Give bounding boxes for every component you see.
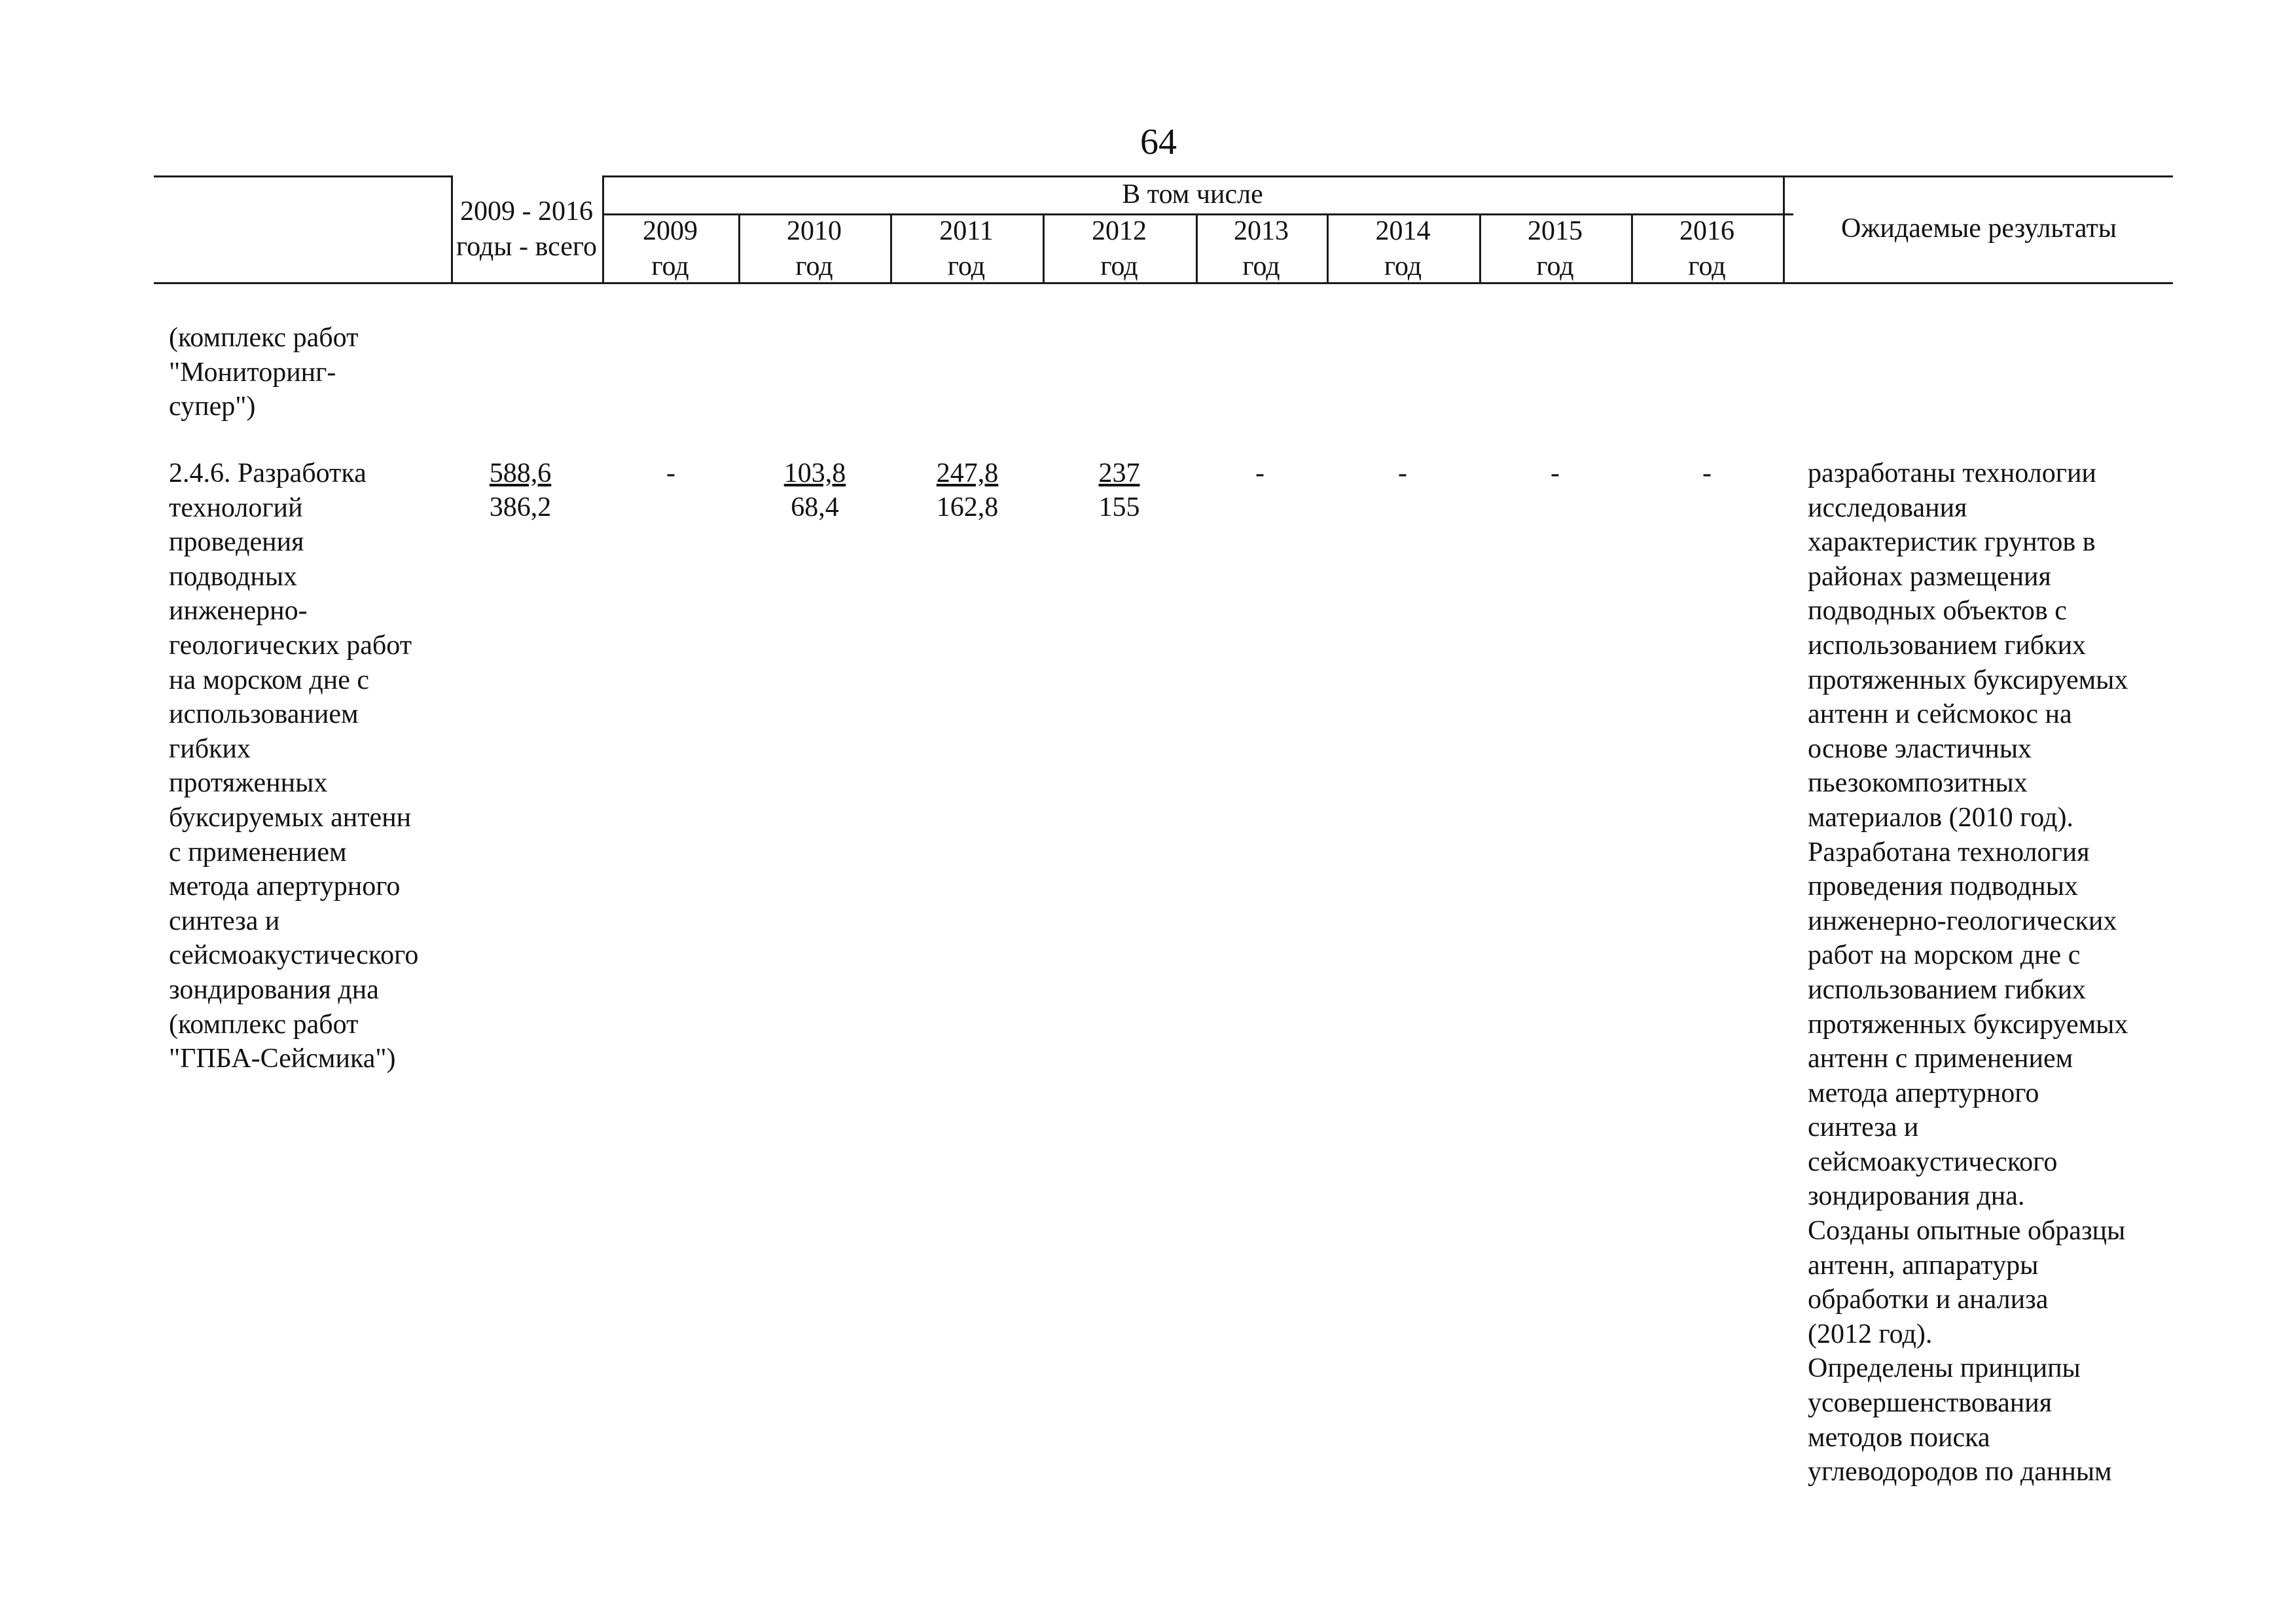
results-column-header: Ожидаемые результаты [1841,213,2117,244]
row-name: 2.4.6. Разработка технологий проведения подводных инженерно- геологических работ на морском дне с использованием гибких протяженных буксируемых антенн с применением метода апертурного синтеза и сейсмоакустического зондирования дна (комплекс работ "ГПБА-Сейсмика") [169,458,419,1074]
year-header-2014: 2014 год [1375,216,1431,282]
year-header-2010: 2010 год [787,216,842,282]
value-2011-top: 247,8 [936,458,999,488]
value-2012-top: 237 [1098,458,1140,488]
value-2014: - [1398,458,1407,488]
year-header-2012: 2012 год [1092,216,1147,282]
total-bottom-value: 386,2 [489,492,552,522]
group-header: В том числе [1122,179,1263,210]
year-header-2013: 2013 год [1234,216,1289,282]
value-2011-bottom: 162,8 [936,492,999,522]
value-2010-top: 103,8 [783,458,846,488]
year-header-2009: 2009 год [643,216,698,282]
continuation-text: (комплекс работ "Мониторинг- супер") [169,323,359,422]
value-2010-bottom: 68,4 [791,492,839,522]
value-2012-bottom: 155 [1098,492,1140,522]
year-header-2011: 2011 год [939,216,994,282]
year-header-2016: 2016 год [1679,216,1734,282]
year-header-2015: 2015 год [1528,216,1583,282]
total-column-header-line2: годы - всего [456,232,598,262]
total-column-header [451,194,602,264]
total-top-value: 588,6 [489,458,552,488]
page-number: 64 [1140,122,1177,162]
value-2009: - [666,458,675,488]
value-2016: - [1702,458,1712,488]
value-2013: - [1255,458,1265,488]
value-2015: - [1551,458,1560,488]
expected-results-text: разработаны технологии исследования характеристик грунтов в районах размещения подводных объектов с использованием гибких протяженных буксируемых антенн и сейсмокос на основе эластичных пьезокомпозитных материалов (2010 год). Разработана технология проведения подводных инженерно-геологических работ на морском дне с использованием гибких протяженных буксируемых антенн с применением метода апертурного синтеза и сейсмоакустического зондирования дна. Созданы опытные образцы антенн, аппаратуры обработки и анализа (2012 год). Определены принципы усовершенствования методов поиска углеводородов по данным [1808,458,2128,1487]
total-column-header-line1: 2009 - 2016 [460,196,593,227]
